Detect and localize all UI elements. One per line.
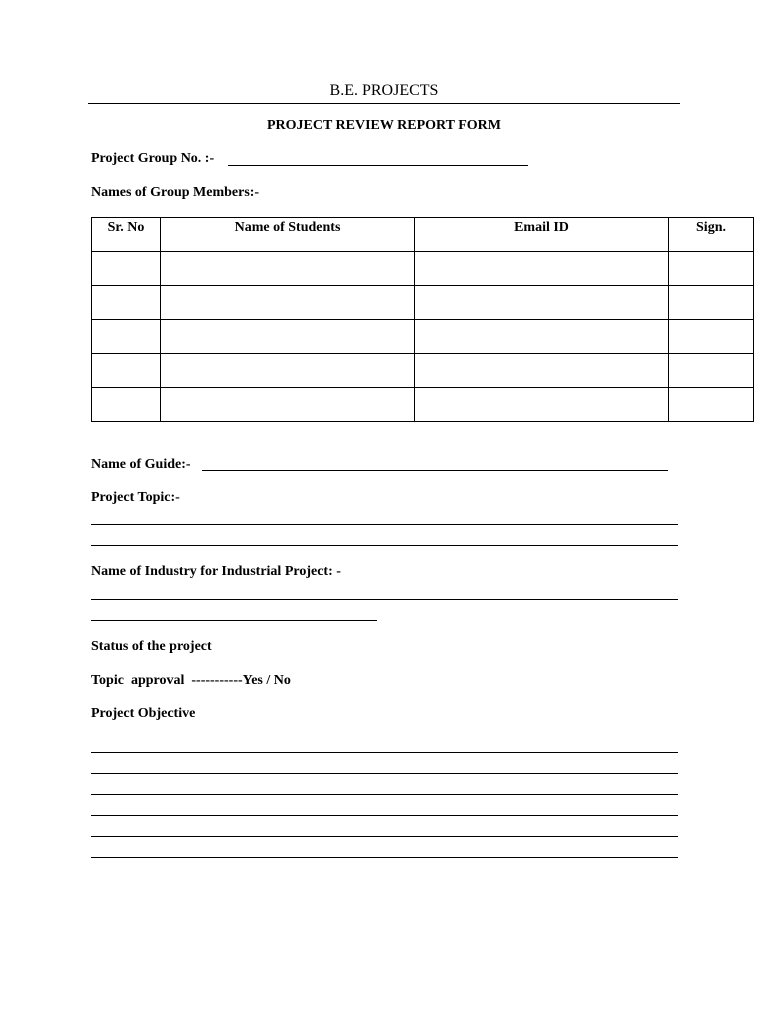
table-cell-sr-no[interactable]	[92, 354, 161, 388]
table-cell-sign[interactable]	[669, 286, 754, 320]
status-label: Status of the project	[91, 639, 212, 654]
table-row	[92, 354, 754, 388]
table-row	[92, 286, 754, 320]
form-title: PROJECT REVIEW REPORT FORM	[266, 118, 502, 133]
table-cell-sign[interactable]	[669, 320, 754, 354]
table-header-row	[92, 218, 754, 252]
column-header-name: Name of Students	[161, 218, 415, 252]
column-header-sign: Sign.	[669, 218, 754, 252]
header-divider	[88, 103, 680, 104]
table-cell-email[interactable]	[415, 388, 669, 422]
column-header-sr-no: Sr. No	[92, 218, 161, 252]
table-cell-name[interactable]	[161, 286, 415, 320]
table-cell-sign[interactable]	[669, 252, 754, 286]
group-no-fill-line[interactable]	[228, 165, 528, 166]
table-cell-sign[interactable]	[669, 388, 754, 422]
industry-fill-line-1[interactable]	[91, 599, 678, 600]
objective-fill-line-6[interactable]	[91, 857, 678, 858]
table-cell-email[interactable]	[415, 252, 669, 286]
objective-fill-line-5[interactable]	[91, 836, 678, 837]
guide-label: Name of Guide:-	[91, 457, 191, 472]
members-table	[91, 217, 754, 422]
table-cell-sr-no[interactable]	[92, 320, 161, 354]
table-row	[92, 320, 754, 354]
industry-label: Name of Industry for Industrial Project: -	[91, 564, 341, 579]
table-cell-name[interactable]	[161, 252, 415, 286]
objective-fill-line-4[interactable]	[91, 815, 678, 816]
members-label: Names of Group Members:-	[91, 185, 260, 200]
objective-fill-line-3[interactable]	[91, 794, 678, 795]
table-row	[92, 252, 754, 286]
approval-label: Topic approval -----------Yes / No	[91, 673, 291, 688]
table-row	[92, 388, 754, 422]
topic-fill-line-1[interactable]	[91, 524, 678, 525]
table-cell-name[interactable]	[161, 388, 415, 422]
table-cell-email[interactable]	[415, 354, 669, 388]
table-cell-email[interactable]	[415, 320, 669, 354]
column-header-email: Email ID	[415, 218, 669, 252]
table-cell-sign[interactable]	[669, 354, 754, 388]
table-cell-sr-no[interactable]	[92, 286, 161, 320]
topic-label: Project Topic:-	[91, 490, 180, 505]
topic-fill-line-2[interactable]	[91, 545, 678, 546]
table-cell-sr-no[interactable]	[92, 388, 161, 422]
table-cell-email[interactable]	[415, 286, 669, 320]
guide-fill-line[interactable]	[202, 470, 668, 471]
industry-fill-line-2[interactable]	[91, 620, 377, 621]
page-title: B.E. PROJECTS	[329, 82, 439, 99]
table-cell-sr-no[interactable]	[92, 252, 161, 286]
table-cell-name[interactable]	[161, 354, 415, 388]
objective-fill-line-2[interactable]	[91, 773, 678, 774]
group-no-label: Project Group No. :-	[91, 151, 215, 166]
objective-label: Project Objective	[91, 706, 196, 721]
table-cell-name[interactable]	[161, 320, 415, 354]
objective-fill-line-1[interactable]	[91, 752, 678, 753]
